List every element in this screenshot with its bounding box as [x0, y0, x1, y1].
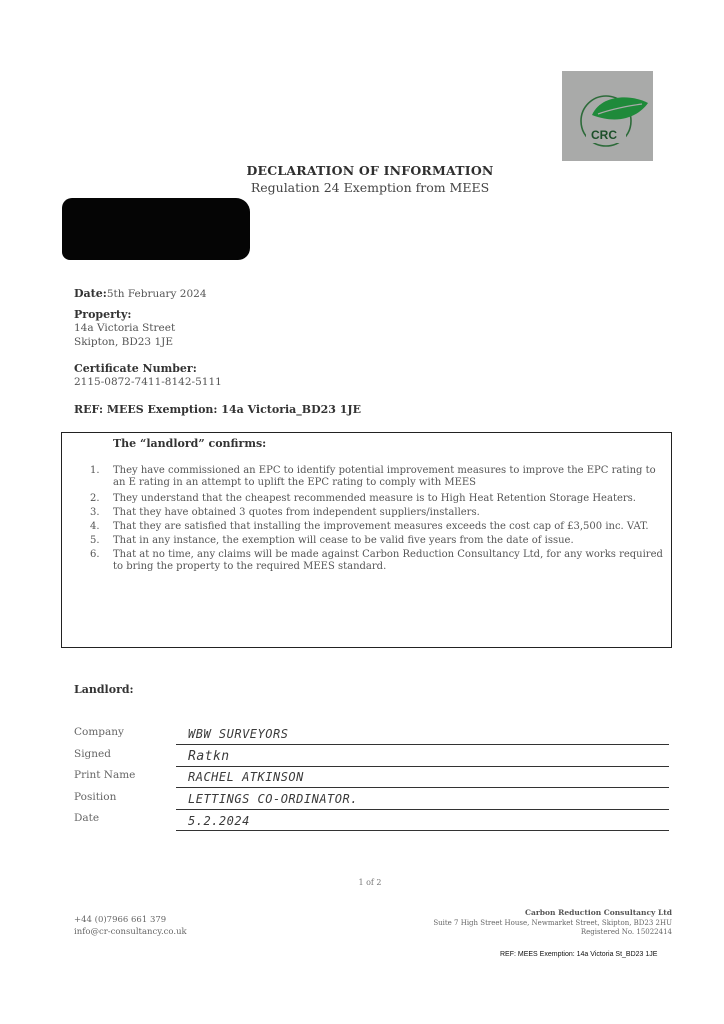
confirmation-heading: The “landlord” confirms: — [113, 437, 267, 450]
logo-text: CRC — [591, 128, 617, 142]
position-value: LETTINGS CO-ORDINATOR. — [188, 792, 358, 806]
signed-line — [176, 766, 669, 767]
date-value: 5th February 2024 — [106, 288, 207, 300]
item-text: They have commissioned an EPC to identify potential improvement measures to improve the EPC rating to an E rating in an attempt to uplift the EPC rating to comply with MEES — [113, 465, 656, 488]
item-number: 5. — [90, 535, 100, 546]
item-number: 3. — [90, 507, 100, 518]
company-value: WBW SURVEYORS — [188, 727, 289, 741]
property-line-2: Skipton, BD23 1JE — [74, 336, 174, 348]
footer-email[interactable]: info@cr-consultancy.co.uk — [74, 927, 187, 937]
item-text: They understand that the cheapest recommended measure is to High Heat Retention Storage Heaters. — [113, 493, 636, 504]
item-number: 1. — [90, 465, 100, 476]
print-name-line — [176, 787, 669, 788]
confirmation-item — [90, 465, 665, 489]
document-title: DECLARATION OF INFORMATION — [246, 163, 494, 178]
company-label: Company — [74, 726, 124, 738]
print-name-value: RACHEL ATKINSON — [188, 770, 304, 784]
date-label: Date: — [74, 287, 107, 300]
item-text: That in any instance, the exemption will cease to be valid five years from the date of issue. — [113, 535, 574, 546]
footer-address: Suite 7 High Street House, Newmarket Street, Skipton, BD23 2HU — [433, 919, 672, 927]
item-text: That they have obtained 3 quotes from independent suppliers/installers. — [113, 507, 480, 518]
date-row — [74, 282, 207, 301]
reference-stamp: REF: MEES Exemption: 14a Victoria St_BD23 1JE — [500, 951, 658, 958]
landlord-heading: Landlord: — [74, 683, 134, 696]
redacted-block — [62, 198, 250, 260]
item-text: That they are satisfied that installing the improvement measures exceeds the cost cap of £3,500 inc. VAT. — [113, 521, 649, 532]
company-line — [176, 744, 669, 745]
certificate-label: Certificate Number: — [74, 362, 197, 375]
footer-phone: +44 (0)7966 661 379 — [74, 915, 167, 925]
property-label: Property: — [74, 308, 132, 321]
item-number: 6. — [90, 549, 100, 560]
date-field-value: 5.2.2024 — [188, 814, 250, 828]
print-name-label: Print Name — [74, 769, 136, 781]
certificate-number: 2115-0872-7411-8142-5111 — [74, 376, 222, 388]
item-number: 4. — [90, 521, 100, 532]
property-line-1: 14a Victoria Street — [74, 322, 176, 334]
confirmation-item — [90, 549, 665, 573]
reference-line: REF: MEES Exemption: 14a Victoria_BD23 1JE — [74, 403, 362, 416]
position-line — [176, 809, 669, 810]
date-field-label: Date — [74, 812, 100, 824]
item-number: 2. — [90, 493, 100, 504]
footer-registered: Registered No. 15022414 — [580, 928, 672, 936]
item-text: That at no time, any claims will be made against Carbon Reduction Consultancy Ltd, for any works required to bring the property to the required MEES standard. — [113, 549, 663, 572]
date-field-line — [176, 830, 669, 831]
footer-company: Carbon Reduction Consultancy Ltd — [525, 908, 672, 917]
leaf-icon — [562, 71, 653, 161]
document-subtitle: Regulation 24 Exemption from MEES — [250, 180, 490, 195]
signature: Ratkn — [188, 749, 230, 764]
crc-logo — [562, 71, 653, 161]
position-label: Position — [74, 791, 117, 803]
signed-label: Signed — [74, 748, 111, 760]
page-number: 1 of 2 — [358, 878, 382, 887]
